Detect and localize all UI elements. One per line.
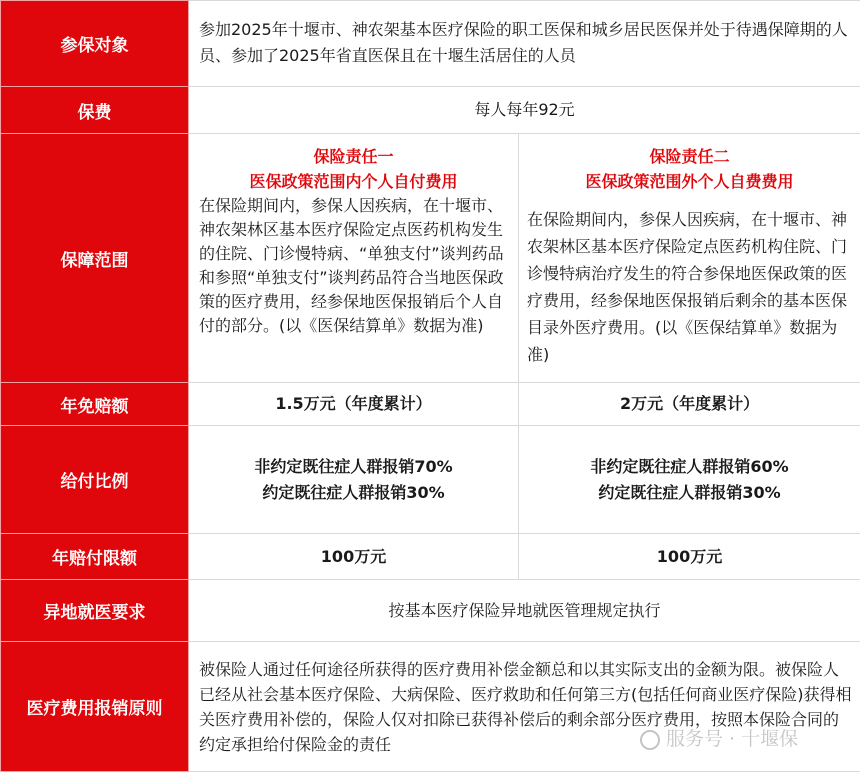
value-offsite: 按基本医疗保险异地就医管理规定执行	[189, 580, 860, 642]
ratio-duty2-line2: 约定既往症人群报销30%	[519, 480, 860, 506]
limit-duty2: 100万元	[519, 534, 860, 580]
value-insured	[189, 1, 860, 87]
duty2-text: 在保险期间内，参保人因疾病，在十堰市、神农架林区基本医疗保险定点医药机构住院、门诊慢特病治疗发生的符合参保地医保政策的医疗费用，经参保地医保报销后剩余的基本医保目录外医疗费用。(以《医保结算单》数据为准)	[519, 194, 860, 368]
row-ratio	[1, 426, 860, 534]
duty1-text: 在保险期间内，参保人因疾病，在十堰市、神农架林区基本医疗保险定点医药机构发生的住院、门诊慢特病、“单独支付”谈判药品和参照“单独支付”谈判药品符合当地医保政策的医疗费用，经参保地医保报销后个人自付的部分。(以《医保结算单》数据为准)	[189, 194, 518, 380]
deductible-duty2: 2万元（年度累计）	[519, 383, 860, 426]
value-principle	[189, 642, 860, 772]
label-ratio: 给付比例	[1, 426, 189, 534]
row-limit	[1, 534, 860, 580]
label-offsite: 异地就医要求	[1, 580, 189, 642]
watermark-text: 服务号 · 十堰保	[666, 728, 798, 750]
ratio-duty1	[189, 426, 519, 534]
row-deductible	[1, 383, 860, 426]
row-scope	[1, 134, 860, 383]
label-scope: 保障范围	[1, 134, 189, 383]
duty2-subtitle: 医保政策范围外个人自费费用	[519, 169, 860, 194]
duty1-title: 保险责任一	[189, 134, 518, 169]
ratio-duty1-line1: 非约定既往症人群报销70%	[189, 454, 518, 480]
principle-text: 被保险人通过任何途径所获得的医疗费用补偿金额总和以其实际支出的金额为限。被保险人已经从社会基本医疗保险、大病保险、医疗救助和任何第三方(包括任何商业医疗保险)获得相关医疗费用补偿的，保险人仅对扣除已获得补偿后的剩余部分医疗费用，按照本保险合同的约定承担给付保险金的责任	[189, 657, 860, 757]
duty1-subtitle: 医保政策范围内个人自付费用	[189, 169, 518, 194]
row-principle	[1, 642, 860, 772]
label-limit: 年赔付限额	[1, 534, 189, 580]
ratio-duty1-line2: 约定既往症人群报销30%	[189, 480, 518, 506]
duty2-title: 保险责任二	[519, 134, 860, 169]
scope-duty2	[519, 134, 860, 383]
row-offsite	[1, 580, 860, 642]
deductible-duty1: 1.5万元（年度累计）	[189, 383, 519, 426]
value-premium: 每人每年92元	[189, 87, 860, 134]
scope-duty1	[189, 134, 519, 383]
label-premium: 保费	[1, 87, 189, 134]
ratio-duty2	[519, 426, 860, 534]
label-insured: 参保对象	[1, 1, 189, 87]
insured-text: 参加2025年十堰市、神农架基本医疗保险的职工医保和城乡居民医保并处于待遇保障期的人员、参加了2025年省直医保且在十堰生活居住的人员	[189, 17, 860, 71]
label-principle: 医疗费用报销原则	[1, 642, 189, 772]
row-premium	[1, 87, 860, 134]
row-insured	[1, 1, 860, 87]
label-deductible: 年免赔额	[1, 383, 189, 426]
ratio-duty2-line1: 非约定既往症人群报销60%	[519, 454, 860, 480]
limit-duty1: 100万元	[189, 534, 519, 580]
